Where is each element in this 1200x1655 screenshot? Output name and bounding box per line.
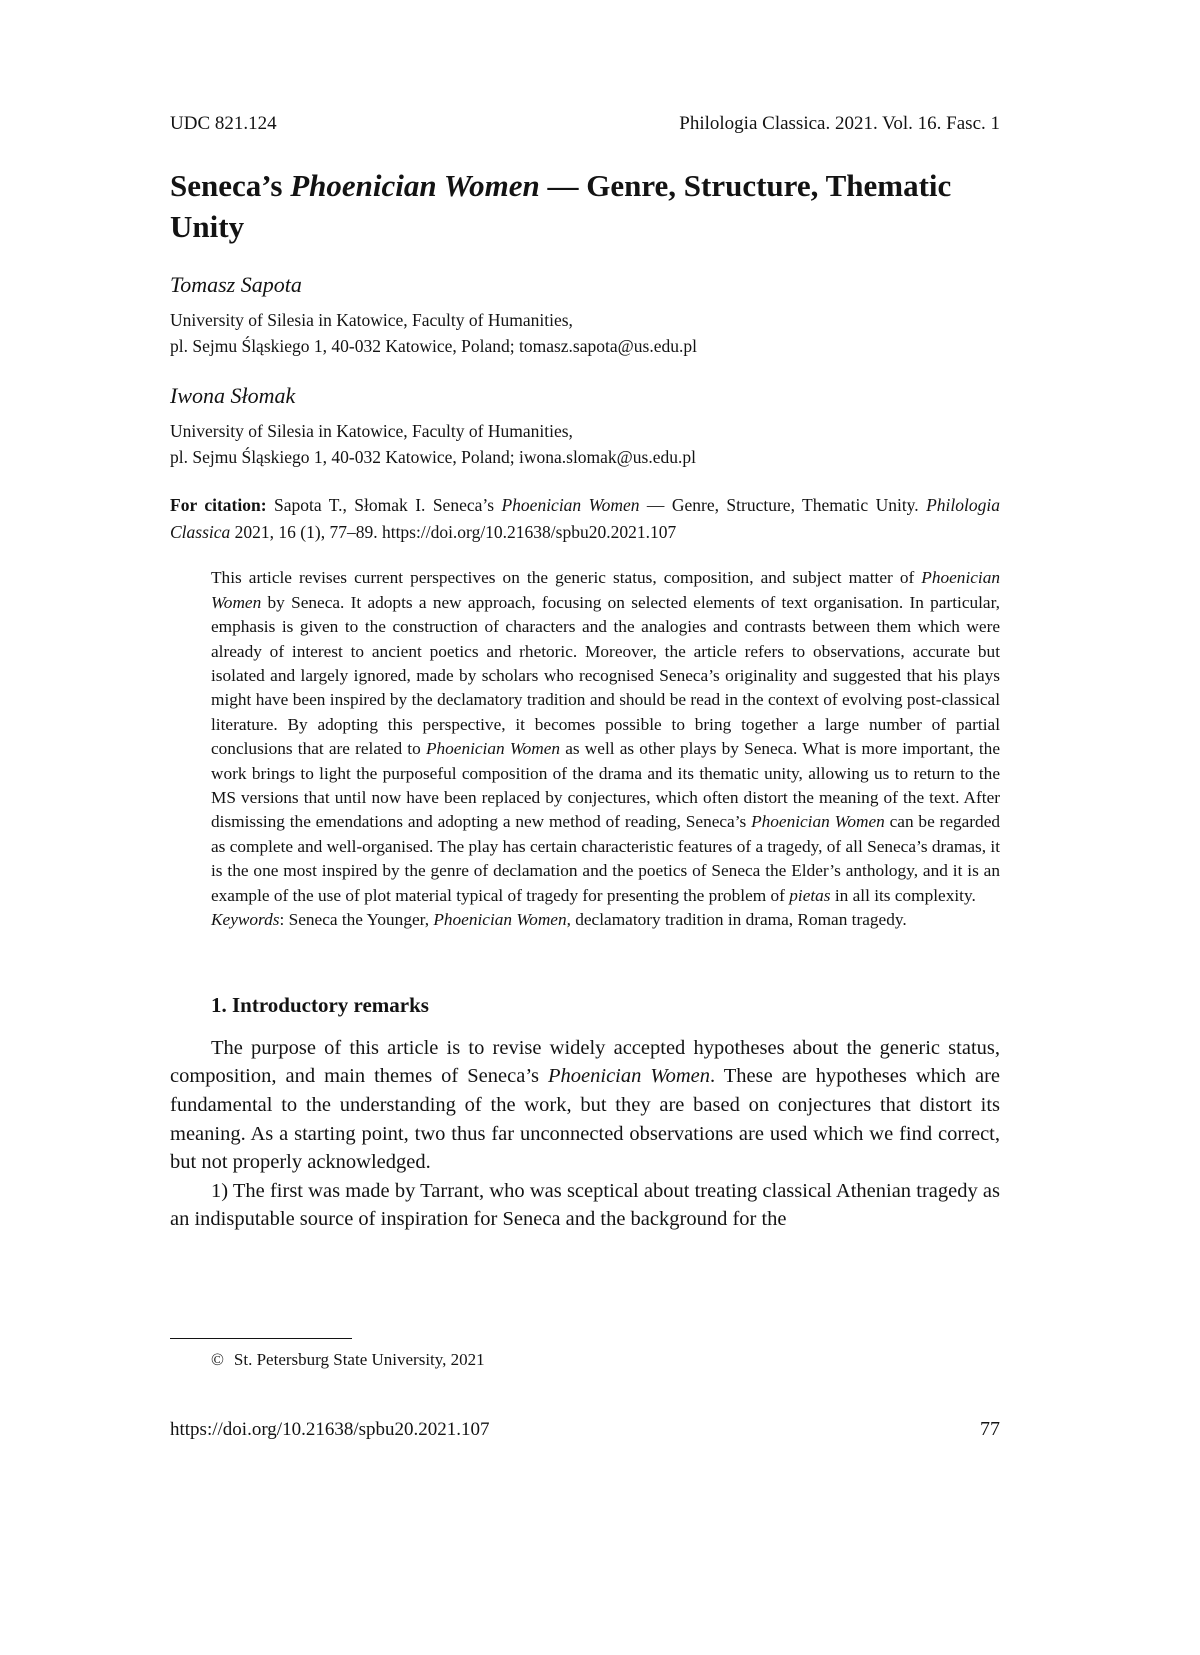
- copyright-icon: ©: [211, 1350, 224, 1369]
- text-segment: as well as other plays by Seneca. What is more important, the work brings to light the purposeful composition of the drama and its thematic unity, allowing us to return to the MS versions that until now have been replaced by conjectures, which often distort the meaning of the text. After dismissing the emendations and adopting a new method of reading, Seneca’s: [211, 739, 1000, 832]
- text-segment: Phoenician Women: [751, 812, 885, 832]
- author-block-1: [170, 272, 1000, 359]
- text-segment: Phoenician Women: [548, 1065, 710, 1088]
- text-segment: . These are hypotheses which are fundamental to the understanding of the work, but they are based on conjectures that distort its meaning. As a starting point, two thus far unconnected observations are used which we find correct, but not properly acknowledged.: [170, 1065, 1001, 1174]
- section-heading-1: 1. Introductory remarks: [211, 993, 429, 1018]
- footnote-area: [170, 1338, 1000, 1371]
- copyright-notice: [211, 1349, 1000, 1371]
- page-footer: [170, 1418, 1000, 1441]
- text-segment: by Seneca. It adopts a new approach, focusing on selected elements of text organisation. In particular, emphasis is given to the construction of characters and the analogies and contrasts between them which were already of interest to ancient poetics and rhetoric. Moreover, the article refers to observations, accurate but isolated and largely ignored, made by scholars who recognised Seneca’s originality and suggested that his plays might have been inspired by the declamatory tradition and should be read in the context of evolving post-classical literature. By adopting this perspective, it becomes possible to bring together a large number of partial conclusions that are related to: [211, 592, 1000, 759]
- text-segment: This article revises current perspectives on the generic status, composition, and subject matter of: [211, 568, 922, 588]
- text-segment: Phoenician Women: [211, 568, 1000, 612]
- paragraph-1: [170, 1034, 1000, 1177]
- paragraph-2: [170, 1177, 1000, 1234]
- text-segment: Phoenician Women: [433, 910, 567, 930]
- text-segment: Phoenician Women: [501, 495, 640, 516]
- author-block-2: [170, 383, 1000, 470]
- copyright-text: St. Petersburg State University, 2021: [233, 1350, 485, 1369]
- text-segment: pietas: [789, 885, 831, 905]
- text-segment: : Seneca the Younger,: [279, 910, 434, 930]
- abstract-text: [211, 566, 1000, 908]
- text-segment: can be regarded as complete and well-organised. The play has certain characteristic features of a tragedy, of all Seneca’s dramas, it is the one most inspired by the genre of declamation and the poetics of Seneca the Elder’s anthology, and it is an example of the use of plot material typical of tragedy for presenting the problem of: [211, 812, 1001, 905]
- text-segment: — Genre, Structure, Thematic Unity: [170, 167, 952, 244]
- text-segment: Phoenician Women: [290, 167, 540, 203]
- text-segment: Keywords: [211, 910, 280, 930]
- affiliation-line-1: University of Silesia in Katowice, Faculty of Humanities,: [170, 421, 573, 442]
- affiliation-line-1: University of Silesia in Katowice, Faculty of Humanities,: [170, 309, 573, 330]
- author-affiliation-2: [170, 418, 1000, 470]
- page-header: [170, 112, 1000, 136]
- keywords: [211, 908, 1000, 932]
- citation: [170, 492, 1000, 546]
- text-segment: Phoenician Women: [425, 739, 561, 759]
- text-segment: 1) The first was made by Tarrant, who was sceptical about treating classical Athenian tragedy as an indisputable source of inspiration for Seneca and the background for the: [170, 1179, 1000, 1231]
- journal-reference: Philologia Classica. 2021. Vol. 16. Fasc. 1: [679, 113, 1000, 134]
- text-segment: For citation:: [170, 495, 274, 516]
- affiliation-line-2: pl. Sejmu Śląskiego 1, 40-032 Katowice, Poland; tomasz.sapota@us.edu.pl: [170, 335, 697, 356]
- text-segment: Sapota T., Słomak I. Seneca’s: [273, 495, 502, 516]
- text-segment: in all its complexity.: [830, 885, 976, 905]
- affiliation-line-2: pl. Sejmu Śląskiego 1, 40-032 Katowice, Poland; iwona.slomak@us.edu.pl: [170, 447, 696, 468]
- page-number: 77: [980, 1418, 1000, 1440]
- author-affiliation-1: [170, 307, 1000, 359]
- text-segment: — Genre, Structure, Thematic Unity.: [639, 495, 927, 516]
- abstract-block: [211, 566, 1000, 932]
- article-title: [170, 166, 1000, 248]
- text-segment: Philologia Classica: [170, 495, 1000, 543]
- text-segment: Seneca’s: [170, 167, 291, 203]
- text-segment: The purpose of this article is to revise widely accepted hypotheses about the generic status, composition, and main themes of Seneca’s: [170, 1036, 1000, 1088]
- text-segment: 2021, 16 (1), 77–89. https://doi.org/10.21638/spbu20.2021.107: [230, 522, 677, 543]
- udc-number: UDC 821.124: [170, 113, 277, 134]
- author-name-1: Tomasz Sapota: [170, 271, 302, 297]
- author-name-2: Iwona Słomak: [170, 382, 296, 408]
- footnote-rule: [170, 1338, 352, 1339]
- footer-doi-link[interactable]: https://doi.org/10.21638/spbu20.2021.107: [170, 1419, 490, 1440]
- text-segment: , declamatory tradition in drama, Roman tragedy.: [566, 910, 907, 930]
